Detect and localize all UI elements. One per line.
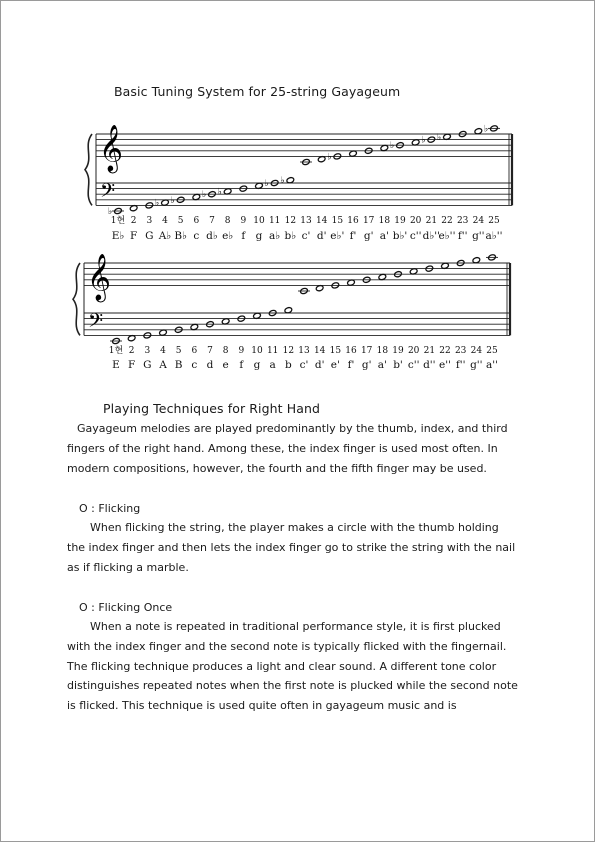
brace [73, 263, 80, 335]
bass-clef: 𝄢 [100, 178, 116, 207]
pitch-name: e [222, 359, 229, 371]
flat-accidental: ♭ [421, 135, 426, 146]
pitch-name: a' [377, 359, 387, 371]
pitch-name: b♭ [284, 230, 297, 242]
flicking-once-line: is flicked. This technique is used quite often in gayageum music and is [67, 699, 457, 713]
string-number: 10 [251, 346, 263, 356]
string-number: 19 [394, 216, 406, 226]
pitch-name: c'' [407, 359, 420, 371]
pitch-name: g' [363, 230, 374, 242]
page-title: Basic Tuning System for 25-string Gayageum [114, 84, 401, 99]
intro-paragraph [67, 419, 507, 478]
string-number: 6 [191, 346, 198, 356]
flicking-line: the index finger and then lets the index finger go to strike the string with the nail [67, 540, 516, 554]
string-number: 19 [392, 346, 404, 356]
pitch-name: e♭ [222, 230, 234, 242]
string-number: 25 [486, 346, 498, 356]
string-number: 23 [454, 346, 467, 356]
string-number: 21 [425, 216, 438, 226]
pitch-name: E [112, 359, 120, 371]
pitch-name: c' [301, 230, 311, 242]
flicking-once-line: The flicking technique produces a light and clear sound. A different tone color [67, 659, 497, 673]
pitch-name: g' [361, 359, 372, 371]
treble-clef: 𝄞 [99, 124, 123, 172]
pitch-name: d' [316, 230, 327, 242]
string-number: 8 [224, 216, 231, 226]
flicking-once-paragraph [67, 617, 518, 716]
pitch-name: c [191, 359, 198, 371]
pitch-name: g'' [472, 230, 485, 242]
string-number: 11 [266, 346, 279, 356]
pitch-name: c'' [409, 230, 422, 242]
pitch-name: a'' [485, 359, 499, 371]
string-number: 4 [160, 346, 166, 356]
pitch-name: a♭ [269, 230, 281, 242]
string-number: 7 [209, 216, 215, 226]
flat-accidental: ♭ [155, 198, 160, 209]
string-number: 20 [407, 346, 420, 356]
string-number: 2 [130, 216, 137, 226]
string-number: 14 [315, 216, 328, 226]
pitch-name: d♭'' [422, 230, 441, 242]
string-number: 1현 [108, 346, 124, 356]
intro-line: fingers of the right hand. Among these, the index finger is used most often. In [67, 441, 498, 455]
string-number: 22 [441, 216, 453, 226]
string-number: 13 [298, 346, 310, 356]
pitch-name: g [253, 359, 261, 371]
string-number: 17 [360, 346, 373, 356]
pitch-name: e' [330, 359, 340, 371]
pitch-name: e♭' [330, 230, 345, 242]
string-number: 22 [439, 346, 451, 356]
pitch-name: d♭ [206, 230, 218, 242]
string-number: 15 [329, 346, 342, 356]
pitch-name: f [239, 359, 244, 371]
string-number: 18 [378, 216, 391, 226]
string-number: 5 [177, 216, 184, 226]
flicking-once-line: When a note is repeated in traditional performance style, it is first plucked [90, 620, 501, 633]
string-number: 16 [347, 216, 359, 226]
technique-heading-flicking: O : Flicking [79, 502, 141, 515]
string-number: 24 [472, 216, 485, 226]
pitch-name: g'' [470, 359, 483, 371]
flat-accidental: ♭ [170, 195, 175, 206]
string-number: 21 [423, 346, 436, 356]
pitch-name: a' [379, 230, 389, 242]
pitch-name: f' [347, 359, 355, 371]
pitch-name: A [159, 359, 167, 371]
flicking-once-line: distinguishes repeated notes when the first note is plucked while the second note [67, 679, 518, 693]
flat-accidental: ♭ [437, 132, 442, 143]
string-number: 4 [162, 216, 168, 226]
pitch-name: A♭ [158, 230, 172, 242]
pitch-name: F [128, 359, 136, 371]
pitch-name: f' [349, 230, 357, 242]
string-number: 6 [193, 216, 200, 226]
pitch-name: e'' [439, 359, 451, 371]
flicking-line: as if flicking a marble. [67, 560, 189, 574]
pitch-name: c [193, 230, 200, 242]
flicking-line: When flicking the string, the player makes a circle with the thumb holding [90, 521, 499, 534]
string-number: 15 [331, 216, 344, 226]
intro-line: modern compositions, however, the fourth and the fifth finger may be used. [67, 461, 487, 475]
string-number: 17 [362, 216, 375, 226]
pitch-name: d' [314, 359, 325, 371]
pitch-name: f'' [455, 359, 466, 371]
string-number: 24 [470, 346, 483, 356]
technique-heading-flicking-once: O : Flicking Once [79, 601, 173, 614]
pitch-name: d'' [423, 359, 436, 371]
string-number: 12 [282, 346, 295, 356]
string-number: 8 [222, 346, 229, 356]
intro-line: Gayageum melodies are played predominantly by the thumb, index, and third [77, 422, 508, 435]
pitch-name: F [130, 230, 138, 242]
pitch-name: a♭'' [485, 230, 503, 242]
string-number: 10 [253, 216, 265, 226]
flat-accidental: ♭ [327, 152, 332, 163]
flat-accidental: ♭ [217, 187, 222, 198]
string-number: 3 [144, 346, 151, 356]
string-number: 14 [313, 346, 326, 356]
string-number: 11 [268, 216, 281, 226]
pitch-name: g [255, 230, 263, 242]
string-number: 2 [128, 346, 135, 356]
section-title: Playing Techniques for Right Hand [103, 401, 321, 416]
string-number: 25 [488, 216, 500, 226]
bass-clef: 𝄢 [88, 308, 104, 337]
pitch-name: d [206, 359, 214, 371]
string-number: 13 [300, 216, 312, 226]
string-number: 9 [238, 346, 245, 356]
string-number: 3 [146, 216, 153, 226]
pitch-name: G [143, 359, 152, 371]
string-number: 20 [409, 216, 422, 226]
pitch-name: B [174, 359, 183, 371]
pitch-name: B♭ [174, 230, 188, 242]
string-number: 18 [376, 346, 389, 356]
pitch-name: a [269, 359, 276, 371]
flat-accidental: ♭ [264, 179, 269, 189]
pitch-name: G [145, 230, 154, 242]
flat-accidental: ♭ [280, 176, 285, 187]
string-number: 16 [345, 346, 357, 356]
pitch-name: E♭ [111, 230, 125, 242]
pitch-name: b [284, 359, 292, 371]
string-number: 1현 [110, 216, 126, 226]
treble-clef: 𝄞 [87, 253, 111, 301]
pitch-name: b♭' [392, 230, 408, 242]
string-number: 7 [207, 346, 213, 356]
pitch-name: b' [393, 359, 403, 371]
flat-accidental: ♭ [108, 207, 113, 217]
string-number: 23 [456, 216, 469, 226]
flat-accidental: ♭ [202, 190, 207, 201]
flat-accidental: ♭ [484, 124, 489, 135]
pitch-name: c' [299, 359, 309, 371]
flat-accidental: ♭ [390, 141, 395, 152]
flicking-paragraph [67, 518, 516, 577]
string-number: 12 [284, 216, 297, 226]
pitch-name: f [241, 230, 246, 242]
pitch-name: e♭'' [438, 230, 456, 242]
flicking-once-line: with the index finger and the second note is typically flicked with the fingernail. [67, 639, 507, 653]
pitch-name: f'' [457, 230, 468, 242]
string-number: 5 [175, 346, 182, 356]
string-number: 9 [240, 216, 247, 226]
